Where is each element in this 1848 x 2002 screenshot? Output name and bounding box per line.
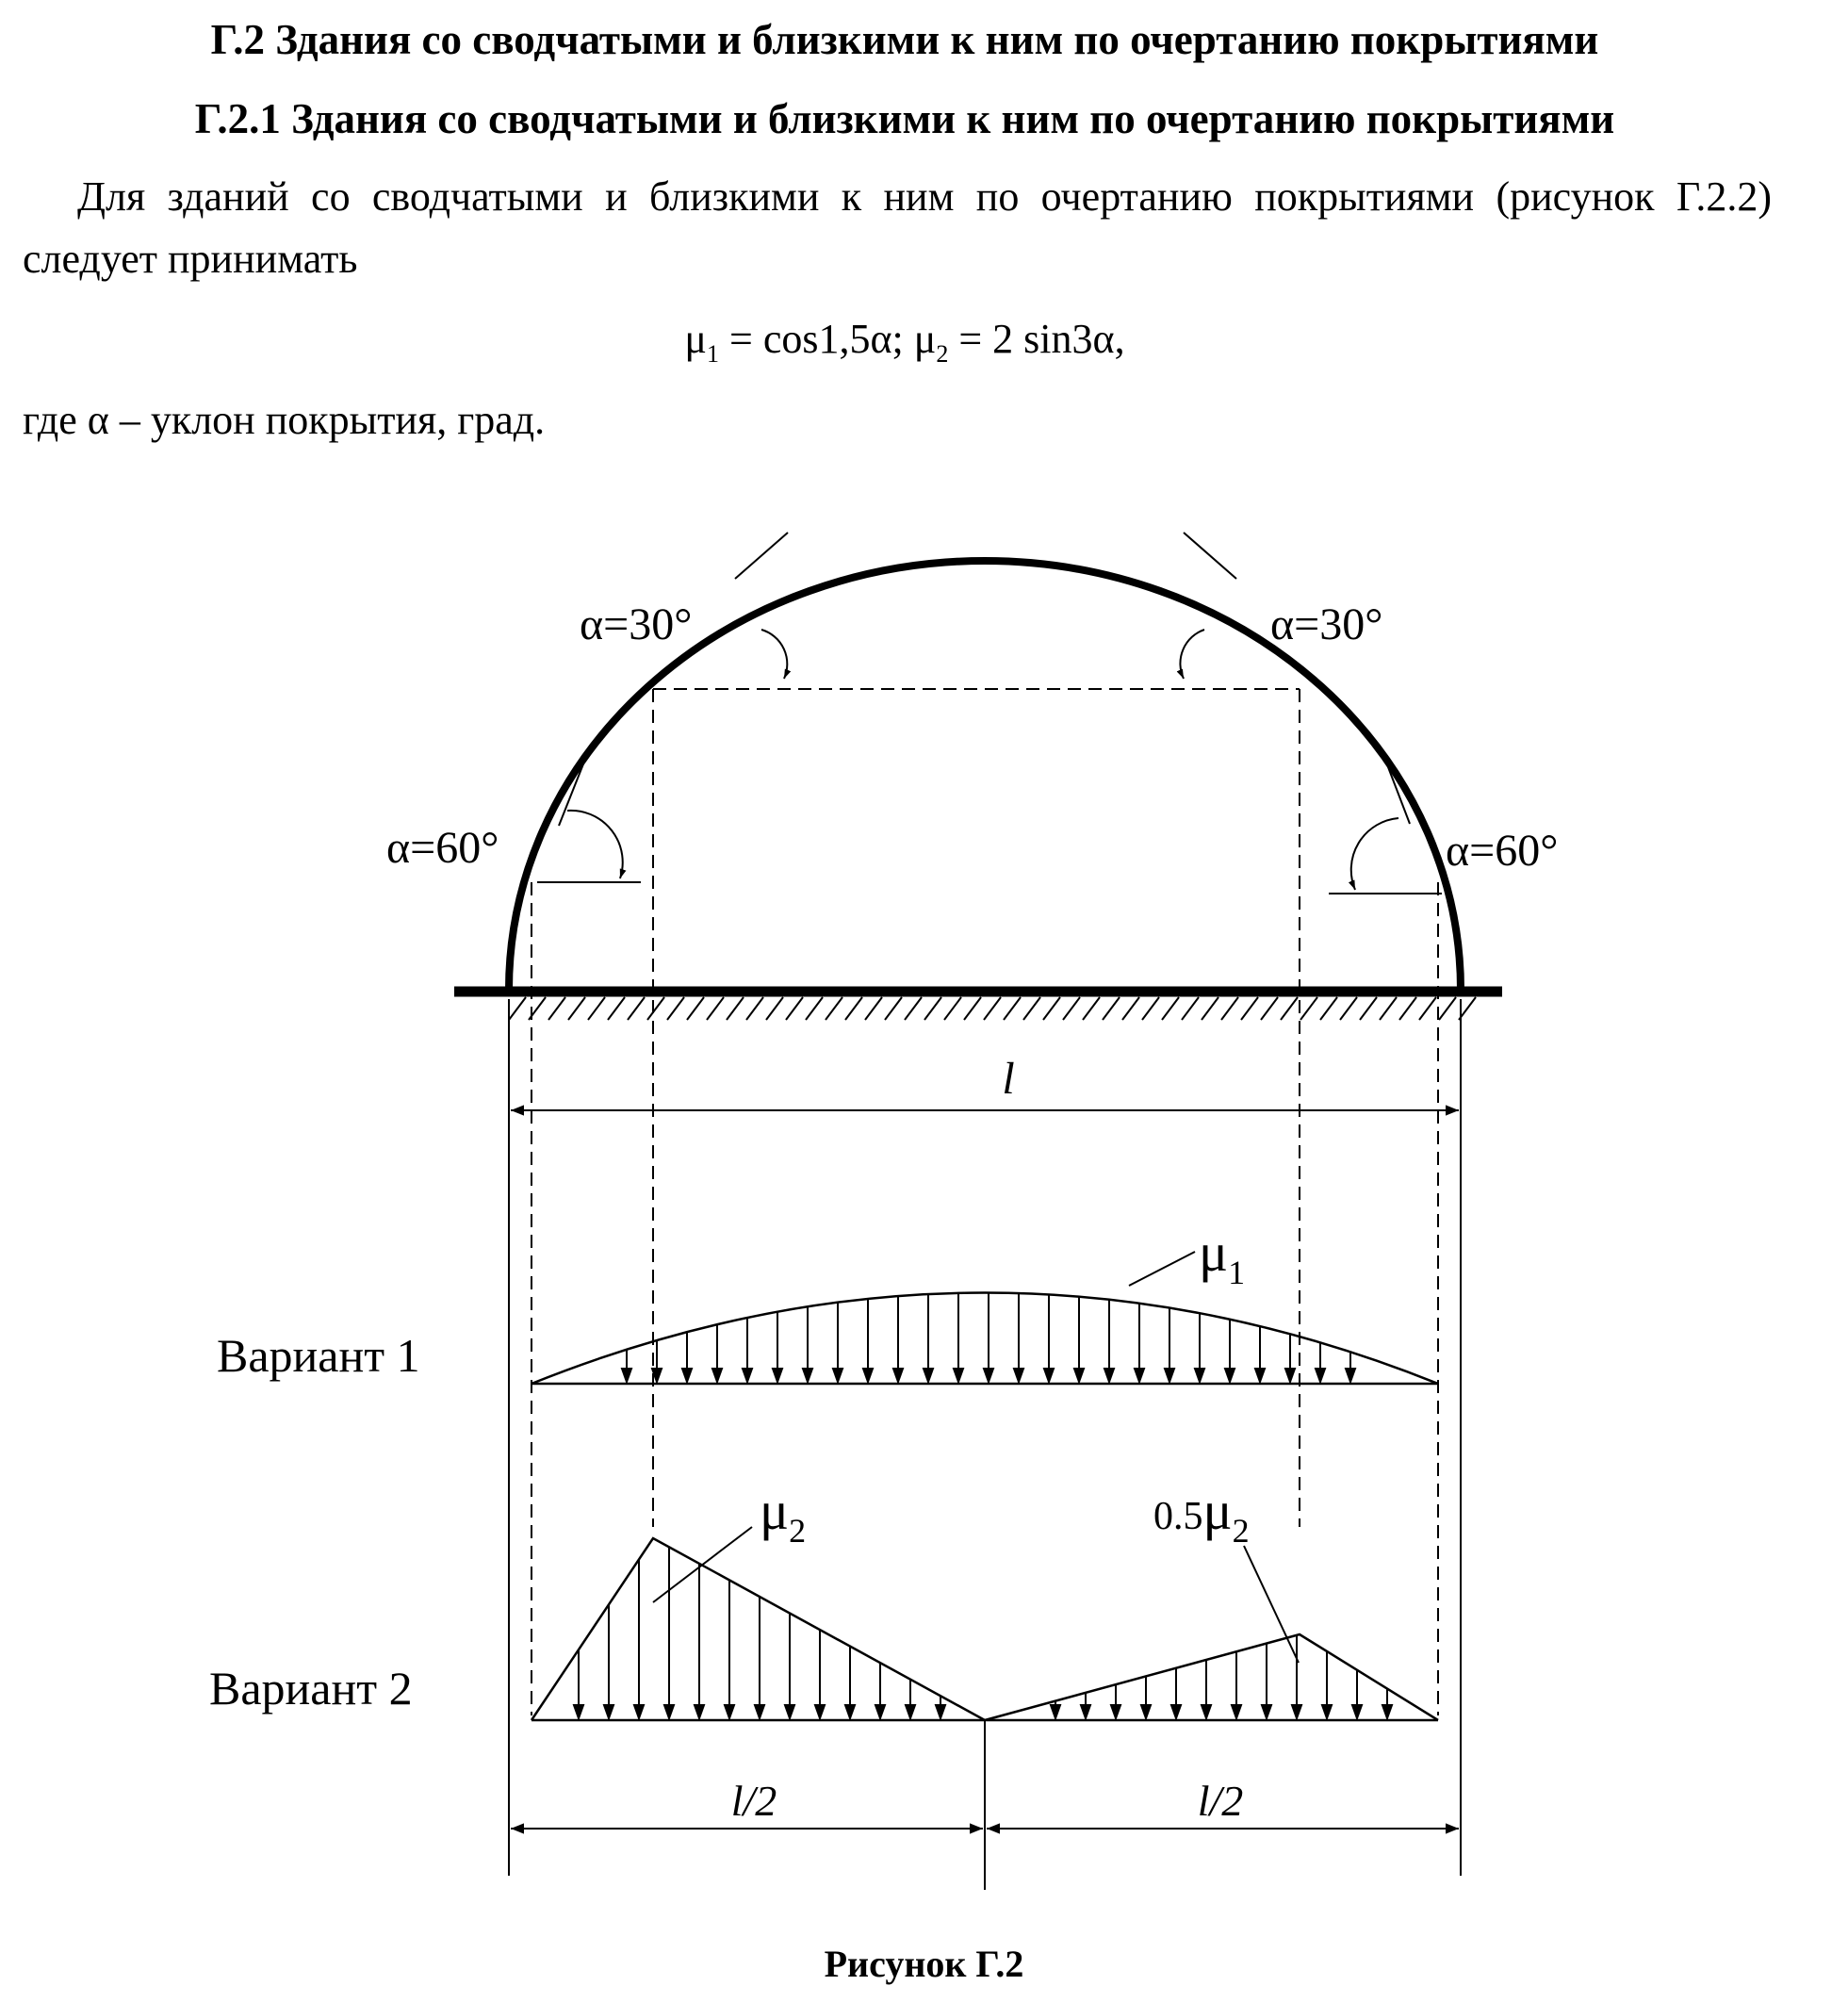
load-arrow-head [1135,1369,1144,1382]
load-arrow-head [1171,1705,1181,1718]
load-arrow-head [604,1705,613,1718]
load-arrow-head [1322,1705,1332,1718]
load-arrow-head [574,1705,583,1718]
load-arrow-head [803,1369,812,1382]
load-arrow-head [936,1705,945,1718]
load-arrow-head [1232,1705,1241,1718]
mu1-load-arrows [622,1293,1355,1382]
load-arrow-head [712,1369,722,1382]
load-arrow-head [924,1369,933,1382]
half-mu2-leader [1244,1546,1299,1663]
load-arrow-head [785,1705,794,1718]
body-paragraph: Для зданий со сводчатыми и близкими к ним по очертанию покрытиями (рисунок Г.2.2) следует принимать [23,173,1772,282]
load-arrow-head [682,1369,692,1382]
hatch-mark [806,997,823,1020]
hatch-mark [568,997,585,1020]
hatch-mark [944,997,961,1020]
mu2-label: $\mu_2$ [760,1480,807,1550]
load-arrow-head [1195,1369,1204,1382]
hatch-mark [707,997,724,1020]
mu1-leader [1129,1252,1195,1286]
hatch-mark [548,997,565,1020]
variant-1-label: Вариант 1 [217,1329,420,1382]
hatch-mark [1221,997,1238,1020]
load-arrow-head [845,1705,855,1718]
half-span-label-right: l/2 [1197,1777,1244,1825]
half-span-dimension [511,1720,1459,1890]
load-arrow-head [1165,1369,1174,1382]
angle-label-60-right: α=60° [1446,826,1559,876]
load-arrow-head [1382,1705,1392,1718]
mu2-subscript: 2 [936,339,949,368]
hatch-mark [588,997,605,1020]
hatch-mark [826,997,842,1020]
load-arrow-head [1316,1369,1325,1382]
reference-lines [537,882,1442,894]
figure-caption: Рисунок Г.2 [824,1943,1024,1985]
mu1-label: $\mu_1$ [1199,1222,1246,1291]
angle-label-60-left: α=60° [386,823,499,873]
load-arrow-head [815,1705,825,1718]
load-arrow-head [1202,1705,1211,1718]
hatch-mark [1004,997,1021,1020]
hatch-mark [1399,997,1416,1020]
hatch-mark [1360,997,1377,1020]
load-arrow-head [1104,1369,1114,1382]
formula-mu2-expression: = 2 sin3α, [948,316,1125,362]
hatch-mark [1043,997,1060,1020]
hatch-mark [628,997,645,1020]
hatch-mark [984,997,1001,1020]
hatch-mark [786,997,803,1020]
hatch-mark [1142,997,1159,1020]
hatch-mark [924,997,941,1020]
load-arrow-head [1225,1369,1235,1382]
load-arrow-head [1111,1705,1120,1718]
mu-symbol: μ [684,316,708,362]
angle-label-30-right: α=30° [1270,599,1383,649]
load-arrow-head [863,1369,873,1382]
hatch-mark [746,997,763,1020]
load-arrow-head [1141,1705,1151,1718]
subsection-heading: Г.2.1 Здания со сводчатыми и близкими к ним по очертанию покрытиями [194,95,1615,142]
projection-lines [532,689,1438,1715]
span-label: l [1002,1054,1015,1104]
hatch-mark [865,997,882,1020]
hatch-mark [964,997,981,1020]
variant-2-label: Вариант 2 [209,1662,413,1715]
load-arrow-head [725,1705,734,1718]
load-arrow-head [755,1705,764,1718]
load-arrow-head [984,1369,993,1382]
hatch-mark [1261,997,1278,1020]
hatch-mark [905,997,922,1020]
load-arrow-head [743,1369,752,1382]
angle-arcs [567,630,1398,890]
mu2-leader [653,1527,752,1602]
mu-symbol: μ [913,316,937,362]
half-mu2-label: $0.5\mu_2$ [1153,1480,1250,1550]
load-arrow-head [954,1369,963,1382]
hatch-mark [1439,997,1456,1020]
mu2-left-diagram [532,1538,985,1720]
load-arrow-head [875,1705,885,1718]
hatch-mark [1281,997,1298,1020]
hatch-mark [727,997,744,1020]
tangent-lines [559,533,1410,826]
hatch-mark [1103,997,1120,1020]
hatch-mark [687,997,704,1020]
load-arrow-head [1255,1369,1265,1382]
load-arrow-head [1346,1369,1355,1382]
hatch-mark [885,997,902,1020]
hatch-mark [1340,997,1357,1020]
hatch-mark [1122,997,1139,1020]
hatch-mark [1202,997,1218,1020]
hatch-mark [509,997,526,1020]
load-arrow-head [622,1369,631,1382]
hatch-mark [647,997,664,1020]
load-arrow-head [773,1369,782,1382]
load-arrow-head [1074,1369,1084,1382]
load-arrow-head [634,1705,644,1718]
where-line: где α – уклон покрытия, град. [23,397,546,443]
section-heading: Г.2 Здания со сводчатыми и близкими к ним по очертанию покрытиями [210,16,1599,63]
hatch-mark [667,997,684,1020]
angle-label-30-left: α=30° [580,599,693,649]
load-arrow-head [1262,1705,1271,1718]
load-arrow-head [1051,1705,1060,1718]
load-arrow-head [695,1705,704,1718]
load-arrow-head [1014,1369,1023,1382]
load-arrow-head [893,1369,903,1382]
mu1-subscript: 1 [707,339,720,368]
load-arrow-head [664,1705,674,1718]
load-arrow-head [1285,1369,1295,1382]
load-arrow-head [1044,1369,1054,1382]
hatch-mark [1380,997,1397,1020]
load-arrow-head [833,1369,842,1382]
hatch-mark [1241,997,1258,1020]
load-arrow-head [1081,1705,1090,1718]
hatch-mark [1023,997,1040,1020]
load-arrow-head [906,1705,915,1718]
hatch-mark [1300,997,1317,1020]
load-arrow-head [1352,1705,1362,1718]
hatch-mark [1320,997,1337,1020]
half-span-label-left: l/2 [730,1777,777,1825]
load-arrow-head [1292,1705,1301,1718]
hatch-mark [1063,997,1080,1020]
mu2-load-arrows [574,1547,1392,1718]
hatch-mark [1419,997,1436,1020]
hatch-mark [1083,997,1100,1020]
formula-mu1-expression: = cos1,5α; [719,316,914,362]
hatch-mark [608,997,625,1020]
hatch-mark [1182,997,1199,1020]
hatch-mark [766,997,783,1020]
hatch-mark [845,997,862,1020]
hatch-mark [1162,997,1179,1020]
